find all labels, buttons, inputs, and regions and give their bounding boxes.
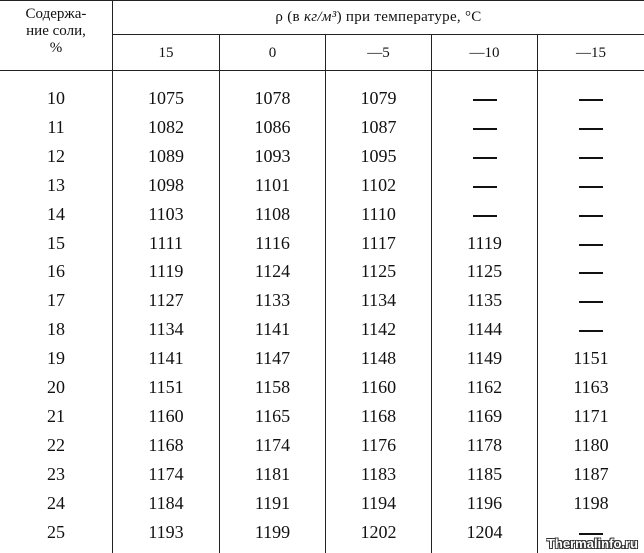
density-cell: 1142 <box>360 319 397 339</box>
density-cell: 1183 <box>360 464 397 484</box>
density-cell: 1098 <box>148 175 184 195</box>
density-cell: 1202 <box>360 522 397 542</box>
density-cell: 1124 <box>254 261 291 281</box>
density-cell: 1185 <box>466 464 503 484</box>
salt-percent-cell: 13 <box>47 175 65 195</box>
empty-value-dash <box>538 117 644 137</box>
density-cell: 1181 <box>254 464 291 484</box>
dash-mark <box>473 99 497 101</box>
density-cell: 1178 <box>466 435 503 455</box>
header-sub-rule <box>113 34 644 35</box>
column-header-minus5: —5 <box>367 45 390 61</box>
density-cell: 1075 <box>148 88 184 108</box>
density-cell: 1168 <box>360 406 397 426</box>
salt-percent-cell: 17 <box>47 290 65 310</box>
empty-value-dash <box>538 146 644 166</box>
salt-percent-cell: 14 <box>47 204 65 224</box>
density-cell: 1134 <box>360 290 397 310</box>
dash-mark <box>473 186 497 188</box>
salt-percent-cell: 23 <box>47 464 65 484</box>
density-cell: 1174 <box>148 464 184 484</box>
density-cell: 1174 <box>254 435 291 455</box>
density-cell: 1141 <box>254 319 291 339</box>
salt-percent-cell: 21 <box>47 406 65 426</box>
density-cell: 1133 <box>254 290 291 310</box>
salt-header-line: ние соли, <box>26 23 86 39</box>
density-cell: 1089 <box>148 146 184 166</box>
header-bottom-rule <box>0 70 644 71</box>
density-cell: 1141 <box>148 348 184 368</box>
dash-mark <box>473 128 497 130</box>
density-cell: 1158 <box>254 377 291 397</box>
empty-value-dash <box>432 204 537 224</box>
density-cell: 1184 <box>148 493 184 513</box>
density-cell: 1093 <box>254 146 291 166</box>
salt-percent-cell: 20 <box>47 377 65 397</box>
dash-mark <box>579 99 603 101</box>
density-cell: 1160 <box>360 377 397 397</box>
density-cell: 1125 <box>360 261 397 281</box>
salt-header-line: % <box>49 40 63 56</box>
density-cell: 1180 <box>573 435 609 455</box>
density-cell: 1148 <box>360 348 397 368</box>
density-cell: 1151 <box>148 377 184 397</box>
density-cell: 1168 <box>148 435 184 455</box>
dash-mark <box>473 157 497 159</box>
group-header-unit: кг/м³ <box>303 9 337 25</box>
density-cell: 1095 <box>360 146 397 166</box>
header-top-rule <box>0 0 644 1</box>
density-cell: 1187 <box>573 464 609 484</box>
dash-mark <box>579 533 603 535</box>
density-cell: 1079 <box>360 88 397 108</box>
empty-value-dash <box>432 117 537 137</box>
density-cell: 1101 <box>254 175 291 195</box>
density-cell: 1082 <box>148 117 184 137</box>
dash-mark <box>579 272 603 274</box>
salt-percent-cell: 12 <box>47 146 65 166</box>
density-cell: 1144 <box>466 319 503 339</box>
salt-percent-cell: 18 <box>47 319 65 339</box>
density-cell: 1165 <box>254 406 291 426</box>
empty-value-dash <box>432 146 537 166</box>
salt-percent-cell: 15 <box>47 233 65 253</box>
group-header-prefix: ρ (в <box>275 9 304 25</box>
density-cell: 1102 <box>360 175 397 195</box>
empty-value-dash <box>538 261 644 281</box>
empty-value-dash <box>538 233 644 253</box>
density-cell: 1103 <box>148 204 184 224</box>
salt-content-header <box>0 6 112 57</box>
empty-value-dash <box>432 175 537 195</box>
dash-mark <box>579 330 603 332</box>
salt-header-line: Содержа- <box>25 6 87 22</box>
density-cell: 1194 <box>360 493 397 513</box>
salt-percent-cell: 16 <box>47 261 65 281</box>
empty-value-dash <box>538 204 644 224</box>
density-cell: 1171 <box>573 406 609 426</box>
density-cell: 1087 <box>360 117 397 137</box>
density-cell: 1149 <box>466 348 503 368</box>
density-cell: 1134 <box>148 319 184 339</box>
density-cell: 1119 <box>148 261 184 281</box>
density-cell: 1125 <box>466 261 503 281</box>
density-cell: 1160 <box>148 406 184 426</box>
density-cell: 1111 <box>149 233 183 253</box>
density-cell: 1199 <box>254 522 291 542</box>
dash-mark <box>579 186 603 188</box>
density-cell: 1191 <box>254 493 291 513</box>
density-cell: 1127 <box>148 290 184 310</box>
dash-mark <box>579 157 603 159</box>
density-cell: 1163 <box>573 377 609 397</box>
density-cell: 1151 <box>573 348 609 368</box>
density-cell: 1078 <box>254 88 291 108</box>
density-cell: 1196 <box>466 493 503 513</box>
empty-value-dash <box>538 175 644 195</box>
empty-value-dash <box>538 319 644 339</box>
dash-mark <box>579 244 603 246</box>
density-cell: 1169 <box>466 406 503 426</box>
column-header-0: 0 <box>268 45 277 61</box>
column-header-minus10: —10 <box>469 45 500 61</box>
dash-mark <box>473 215 497 217</box>
dash-mark <box>579 128 603 130</box>
density-cell: 1198 <box>573 493 609 513</box>
empty-value-dash <box>538 88 644 108</box>
density-cell: 1110 <box>361 204 396 224</box>
density-cell: 1147 <box>254 348 291 368</box>
density-cell: 1117 <box>361 233 396 253</box>
density-cell: 1108 <box>254 204 291 224</box>
salt-percent-cell: 25 <box>47 522 65 542</box>
density-cell: 1204 <box>466 522 503 542</box>
density-cell: 1119 <box>467 233 502 253</box>
column-header-minus15: —15 <box>576 45 606 61</box>
group-header-suffix: ) при температуре, °С <box>336 9 482 25</box>
dash-mark <box>579 215 603 217</box>
empty-value-dash <box>432 88 537 108</box>
density-cell: 1176 <box>360 435 397 455</box>
salt-percent-cell: 11 <box>47 117 65 137</box>
density-cell: 1162 <box>466 377 503 397</box>
density-group-header <box>113 9 644 26</box>
salt-percent-cell: 24 <box>47 493 65 513</box>
density-cell: 1135 <box>466 290 503 310</box>
empty-value-dash <box>538 290 644 310</box>
salt-percent-cell: 19 <box>47 348 65 368</box>
salt-percent-cell: 22 <box>47 435 65 455</box>
density-cell: 1116 <box>255 233 290 253</box>
column-header-15: 15 <box>158 45 174 61</box>
salt-percent-cell: 10 <box>47 88 65 108</box>
density-cell: 1086 <box>254 117 291 137</box>
dash-mark <box>579 301 603 303</box>
density-cell: 1193 <box>148 522 184 542</box>
watermark: Thermalinfo.ru <box>546 536 638 551</box>
